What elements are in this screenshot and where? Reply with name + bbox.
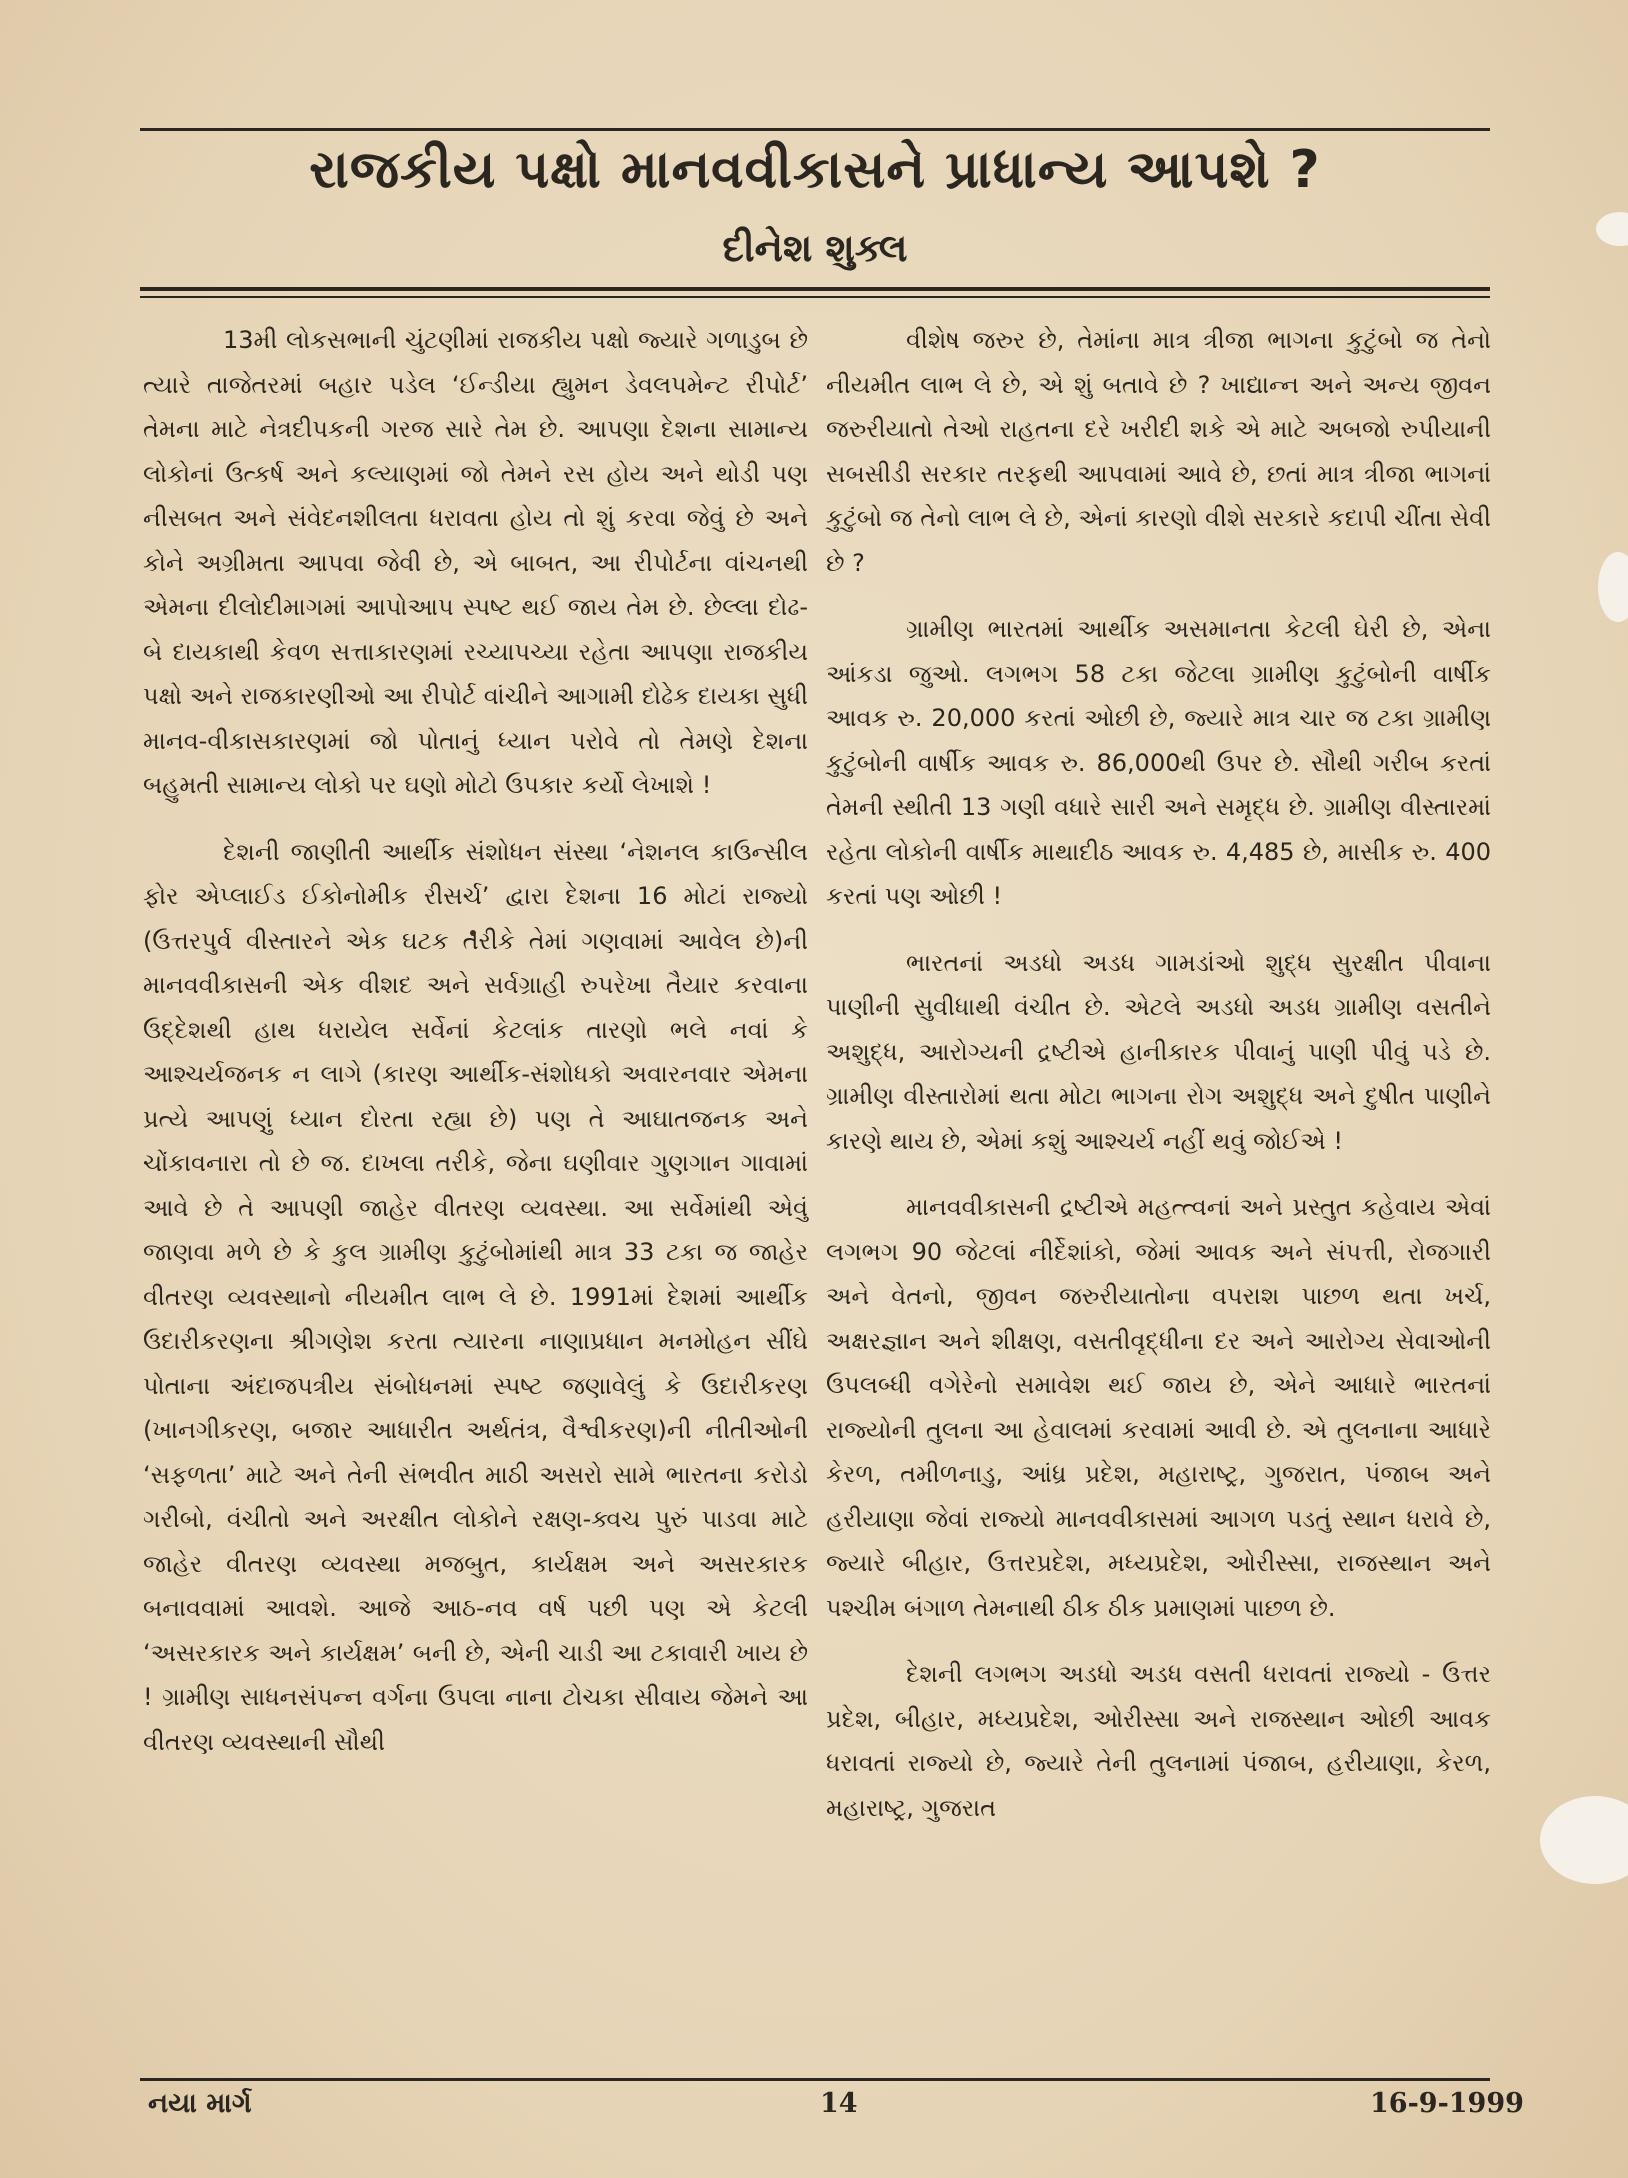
article-column-right bbox=[826, 318, 1491, 1852]
article-paragraph: ભારતનાં અડધો અડધ ગામડાંઓ શુદ્ધ સુરક્ષીત પીવાના પાણીની સુવીધાથી વંચીત છે. એટલે અડધો અડધ ગ્રામીણ વસતીને અશુદ્ધ, આરોગ્યની દ્રષ્ટીએ હાનીકારક પીવાનું પાણી પીવું પડે છે. ગ્રામીણ વીસ્તારોમાં થતા મોટા ભાગના રોગ અશુદ્ધ અને દુષીત પાણીને કારણે થાય છે, એમાં કશું આશ્ચર્ય નહીં થવું જોઈએ ! bbox=[826, 948, 1491, 1155]
header-rule-thick bbox=[140, 287, 1490, 291]
article-paragraph: વીશેષ જરુર છે, તેમાંના માત્ર ત્રીજા ભાગના કુટુંબો જ તેનો નીયમીત લાભ લે છે, એ શું બતાવે છે ? ખાદ્યાન્ન અને અન્ય જીવન જરુરીયાતો તેઓ રાહતના દરે ખરીદી શકે એ માટે અબજો રુપીયાની સબસીડી સરકાર તરફથી આપવામાં આવે છે, છતાં માત્ર ત્રીજા ભાગનાં કુટુંબો જ તેનો લાભ લે છે, એનાં કારણો વીશે સરકારે કદાપી ચીંતા સેવી છે ? bbox=[826, 326, 1491, 577]
header-rule-thin bbox=[140, 296, 1490, 298]
issue-date: 16-9-1999 bbox=[1370, 2088, 1524, 2119]
article-paragraph: દેશની જાણીતી આર્થીક સંશોધન સંસ્થા ‘નેશનલ કાઉન્સીલ ફોર એપ્લાઈડ ઈકોનોમીક રીસર્ચ’ દ્વારા દેશના 16 મોટાં રાજ્યો (ઉત્તરપુર્વ વીસ્તારને એક ઘટક તરીકે તેમાં ગણવામાં આવેલ છે)ની માનવવીકાસની એક વીશદ અને સર્વગ્રાહી રુપરેખા તૈયાર કરવાના ઉદ્દેશથી હાથ ધરાયેલ સર્વેનાં કેટલાંક તારણો ભલે નવાં કે આશ્ચર્યજનક ન લાગે (કારણ આર્થીક-સંશોધકો અવારનવાર એમના પ્રત્યે આપણું ધ્યાન દોરતા રહ્યા છે) પણ તે આઘાતજનક અને ચોંકાવનારા તો છે જ. દાખલા તરીકે, જેના ઘણીવાર ગુણગાન ગાવામાં આવે છે તે આપણી જાહેર વીતરણ વ્યવસ્થા. આ સર્વેમાંથી એવું જાણવા મળે છે કે કુલ ગ્રામીણ કુટુંબોમાંથી માત્ર 33 ટકા જ જાહેર વીતરણ વ્યવસ્થાનો નીયમીત લાભ લે છે. 1991માં દેશમાં આર્થીક ઉદારીકરણના શ્રીગણેશ કરતા ત્યારના નાણાપ્રધાન મનમોહન સીંઘે પોતાના અંદાજપત્રીય સંબોધનમાં સ્પષ્ટ જણાવેલું કે ઉદારીકરણ (ખાનગીકરણ, બજાર આધારીત અર્થતંત્ર, વૈશ્વીકરણ)ની નીતીઓની ‘સફળતા’ માટે અને તેની સંભવીત માઠી અસરો સામે ભારતના કરોડો ગરીબો, વંચીતો અને અરક્ષીત લોકોને રક્ષણ-ક્વચ પુરું પાડવા માટે જાહેર વીતરણ વ્યવસ્થા મજબુત, કાર્યક્ષમ અને અસરકારક બનાવવામાં આવશે. આજે આઠ-નવ વર્ષ પછી પણ એ કેટલી ‘અસરકારક અને કાર્યક્ષમ’ બની છે, એની ચાડી આ ટકાવારી ખાય છે ! ગ્રામીણ સાધનસંપન્ન વર્ગના ઉપલા નાના ટોચકા સીવાય જેમને આ વીતરણ વ્યવસ્થાની સૌથી bbox=[143, 837, 808, 1756]
article-title: રાજકીય પક્ષો માનવવીકાસને પ્રાધાન્ય આપશે ? bbox=[309, 140, 1321, 200]
article-paragraph: 13મી લોકસભાની ચુંટણીમાં રાજકીય પક્ષો જ્યારે ગળાડુબ છે ત્યારે તાજેતરમાં બહાર પડેલ ‘ઈન્ડીયા હ્યુમન ડેવલપમેન્ટ રીપોર્ટ’ તેમના માટે નેત્રદીપકની ગરજ સારે તેમ છે. આપણા દેશના સામાન્ય લોકોનાં ઉત્કર્ષ અને કલ્યાણમાં જો તેમને રસ હોય અને થોડી પણ નીસબત અને સંવેદનશીલતા ધરાવતા હોય તો શું કરવા જેવું છે અને કોને અગ્રીમતા આપવા જેવી છે, એ બાબત, આ રીપોર્ટના વાંચનથી એમના દીલોદીમાગમાં આપોઆપ સ્પષ્ટ થઈ જાય તેમ છે. છેલ્લા દોઢ-બે દાયકાથી કેવળ સત્તાકારણમાં રચ્યાપચ્યા રહેતા આપણા રાજકીય પક્ષો અને રાજકારણીઓ આ રીપોર્ટ વાંચીને આગામી દોઢેક દાયકા સુધી માનવ-વીકાસકારણમાં જો પોતાનું ધ્યાન પરોવે તો તેમણે દેશના બહુમતી સામાન્ય લોકો પર ઘણો મોટો ઉપકાર કર્યો લેખાશે ! bbox=[143, 326, 808, 799]
article-paragraph: ગ્રામીણ ભારતમાં આર્થીક અસમાનતા કેટલી ઘેરી છે, એના આંકડા જુઓ. લગભગ 58 ટકા જેટલા ગ્રામીણ કુટુંબોની વાર્ષીક આવક રુ. 20,000 કરતાં ઓછી છે, જ્યારે માત્ર ચાર જ ટકા ગ્રામીણ કુટુંબોની વાર્ષીક આવક રુ. 86,000થી ઉપર છે. સૌથી ગરીબ કરતાં તેમની સ્થીતી 13 ગણી વધારે સારી અને સમૃદ્ધ છે. ગ્રામીણ વીસ્તારમાં રહેતા લોકોની વાર્ષીક માથાદીઠ આવક રુ. 4,485 છે, માસીક રુ. 400 કરતાં પણ ઓછી ! bbox=[826, 615, 1491, 910]
article-column-left bbox=[143, 318, 808, 1786]
header-rule-top bbox=[140, 128, 1490, 131]
article-paragraph: દેશની લગભગ અડધો અડધ વસતી ધરાવતાં રાજ્યો - ઉત્તર પ્રદેશ, બીહાર, મધ્યપ્રદેશ, ઓરીસ્સા અને રાજસ્થાન ઓછી આવક ધરાવતાં રાજ્યો છે, જ્યારે તેની તુલનામાં પંજાબ, હરીયાણા, કેરળ, મહારાષ્ટ્ર, ગુજરાત bbox=[826, 1660, 1491, 1822]
footer-rule bbox=[140, 2078, 1490, 2081]
page-number: 14 bbox=[820, 2088, 858, 2119]
paper-tear-mark bbox=[1598, 552, 1628, 622]
paper-tear-mark bbox=[1540, 1796, 1628, 1884]
paper-tear-mark bbox=[1596, 212, 1628, 246]
article-paragraph: માનવવીકાસની દ્રષ્ટીએ મહત્ત્વનાં અને પ્રસ્તુત કહેવાય એવાં લગભગ 90 જેટલાં નીર્દેશાંકો, જેમાં આવક અને સંપત્તી, રોજગારી અને વેતનો, જીવન જરુરીયાતોના વપરાશ પાછળ થતા ખર્ચ, અક્ષરજ્ઞાન અને શીક્ષણ, વસતીવૃદ્ધીના દર અને આરોગ્ય સેવાઓની ઉપલબ્ધી વગેરેનો સમાવેશ થઈ જાય છે, એને આધારે ભારતનાં રાજ્યોની તુલના આ હેવાલમાં કરવામાં આવી છે. એ તુલનાના આધારે કેરળ, તમીળનાડુ, આંધ્ર પ્રદેશ, મહારાષ્ટ્ર, ગુજરાત, પંજાબ અને હરીયાણા જેવાં રાજ્યો માનવવીકાસમાં આગળ પડતું સ્થાન ધરાવે છે, જ્યારે બીહાર, ઉત્તરપ્રદેશ, મધ્યપ્રદેશ, ઓરીસ્સા, રાજસ્થાન અને પશ્ચીમ બંગાળ તેમનાથી ઠીક ઠીક પ્રમાણમાં પાછળ છે. bbox=[826, 1193, 1491, 1622]
publication-name: નયા માર્ગ bbox=[148, 2088, 252, 2119]
article-author: દીનેશ શુક્લ bbox=[722, 226, 908, 270]
